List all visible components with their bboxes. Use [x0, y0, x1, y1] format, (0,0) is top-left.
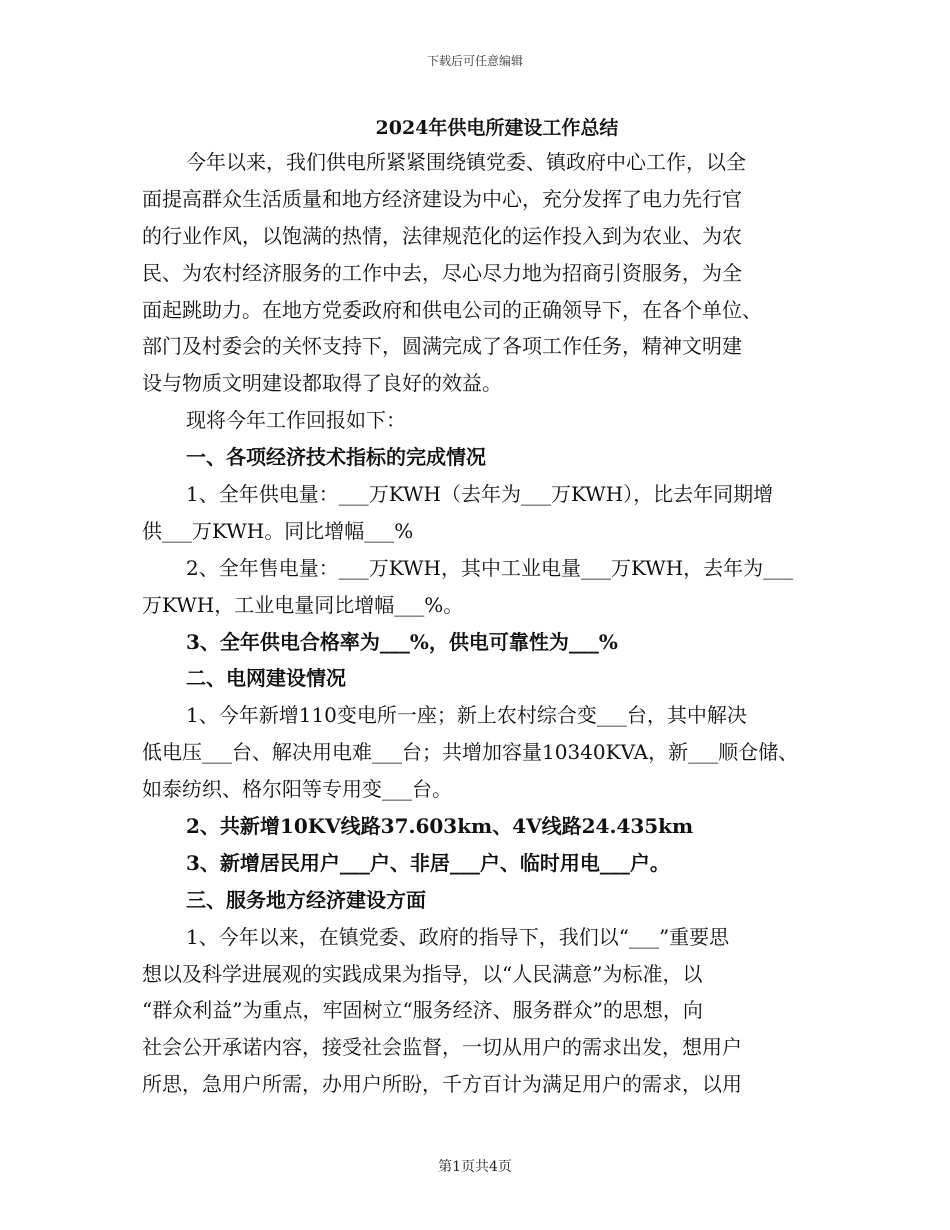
text-line: 1、今年新增110变电所一座；新上农村综合变___台，其中解决	[186, 703, 747, 728]
text-line: 所思，急用户所需，办用户所盼，千方百计为满足用户的需求，以用	[142, 1072, 742, 1097]
text-line: “群众利益”为重点，牢固树立“服务经济、服务群众”的思想，向	[142, 998, 703, 1023]
text-line: 1、今年以来，在镇党委、政府的指导下，我们以“___”重要思	[186, 924, 730, 949]
section-heading-line: 二、电网建设情况	[186, 666, 346, 691]
document-body	[142, 112, 832, 1103]
text-line: 2、全年售电量：___万KWH，其中工业电量___万KWH，去年为___	[186, 555, 794, 580]
section-heading-line: 3、新增居民用户___户、非居___户、临时用电___户。	[186, 850, 670, 875]
section-heading-line: 三、服务地方经济建设方面	[186, 887, 426, 912]
text-line: 面起跳助力。在地方党委政府和供电公司的正确领导下，在各个单位、	[142, 297, 762, 322]
text-line: 想以及科学进展观的实践成果为指导，以“人民满意”为标准，以	[142, 961, 703, 986]
text-line: 低电压___台、解决用电难___台；共增加容量10340KVA，新___顺仓储、	[142, 740, 799, 765]
text-line: 部门及村委会的关怀支持下，圆满完成了各项工作任务，精神文明建	[142, 334, 742, 359]
text-line: 今年以来，我们供电所紧紧围绕镇党委、镇政府中心工作，以全	[186, 150, 746, 174]
document-paragraphs	[142, 144, 832, 1103]
text-line: 1、全年供电量：___万KWH（去年为___万KWH），比去年同期增	[186, 482, 774, 507]
text-line: 设与物质文明建设都取得了良好的效益。	[142, 371, 502, 396]
document-title: 2024年供电所建设工作总结	[375, 117, 619, 139]
page-footer-number: 第1页共4页	[438, 1159, 512, 1175]
section-heading-line: 一、各项经济技术指标的完成情况	[186, 445, 486, 470]
text-line: 如泰纺织、格尔阳等专用变___台。	[142, 777, 452, 802]
page-header-note: 下载后可任意编辑	[426, 54, 523, 68]
text-line: 社会公开承诺内容，接受社会监督，一切从用户的需求出发，想用户	[142, 1035, 742, 1060]
text-line: 面提高群众生活质量和地方经济建设为中心，充分发挥了电力先行官	[142, 186, 742, 211]
text-line: 的行业作风，以饱满的热情，法律规范化的运作投入到为农业、为农	[142, 223, 742, 248]
section-heading-line: 3、全年供电合格率为___%，供电可靠性为___%	[186, 629, 618, 654]
text-line: 万KWH，工业电量同比增幅___%。	[142, 592, 464, 617]
text-line: 现将今年工作回报如下：	[186, 408, 406, 433]
section-heading-line: 2、共新增10KV线路37.603km、4V线路24.435km	[186, 814, 694, 839]
text-line: 供___万KWH。同比增幅___%	[142, 518, 414, 543]
text-line: 民、为农村经济服务的工作中去，尽心尽力地为招商引资服务，为全	[142, 260, 742, 285]
